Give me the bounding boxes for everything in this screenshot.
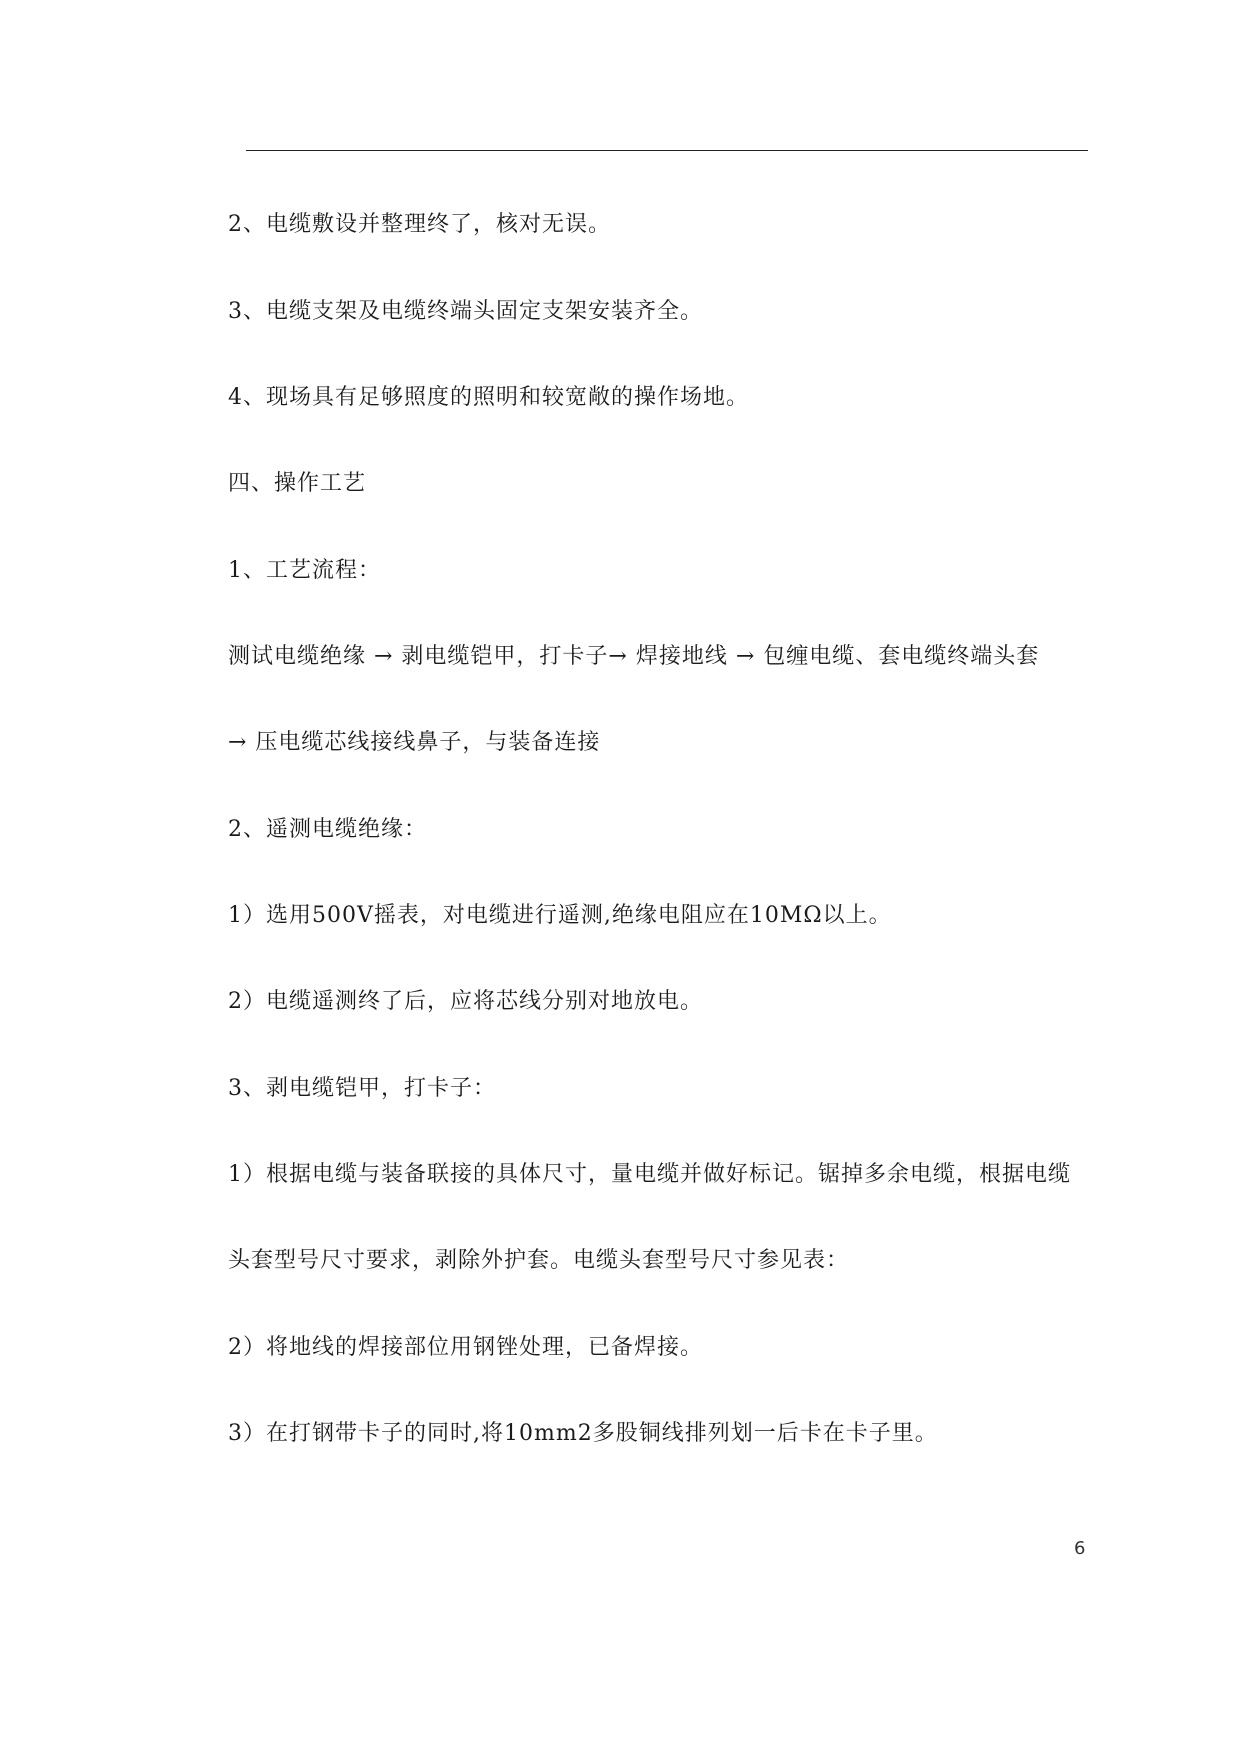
text-line-process-flow-cont: → 压电缆芯线接线鼻子，与装备连接: [228, 730, 601, 755]
section-heading: 四、操作工艺: [228, 471, 367, 496]
header-rule: [246, 150, 1088, 151]
page-number: 6: [1074, 1538, 1086, 1559]
text-line-armor-2: 2）将地线的焊接部位用钢锉处理，已备焊接。: [228, 1335, 703, 1360]
text-line-armor-1: 1）根据电缆与装备联接的具体尺寸，量电缆并做好标记。锯掉多余电缆，根据电缆: [228, 1162, 1071, 1187]
text-line-process-flow: 测试电缆绝缘 → 剥电缆铠甲，打卡子→ 焊接地线 → 包缠电缆、套电缆终端头套: [228, 644, 1040, 669]
text-line-armor-title: 3、剥电缆铠甲，打卡子：: [228, 1076, 496, 1101]
text-line-process-flow-title: 1、工艺流程：: [228, 558, 381, 583]
text-line-insulation-2: 2）电缆遥测终了后，应将芯线分别对地放电。: [228, 989, 703, 1014]
text-line-condition-2: 2、电缆敷设并整理终了，核对无误。: [228, 212, 611, 237]
text-line-armor-3: 3）在打钢带卡子的同时,将10mm2多股铜线排列划一后卡在卡子里。: [228, 1421, 938, 1446]
text-line-insulation-title: 2、遥测电缆绝缘：: [228, 817, 427, 842]
text-line-armor-1-cont: 头套型号尺寸要求，剥除外护套。电缆头套型号尺寸参见表：: [228, 1248, 850, 1273]
text-line-insulation-1: 1）选用500V摇表，对电缆进行遥测,绝缘电阻应在10MΩ以上。: [228, 903, 892, 928]
text-line-condition-4: 4、现场具有足够照度的照明和较宽敞的操作场地。: [228, 385, 749, 410]
text-line-condition-3: 3、电缆支架及电缆终端头固定支架安装齐全。: [228, 299, 703, 324]
